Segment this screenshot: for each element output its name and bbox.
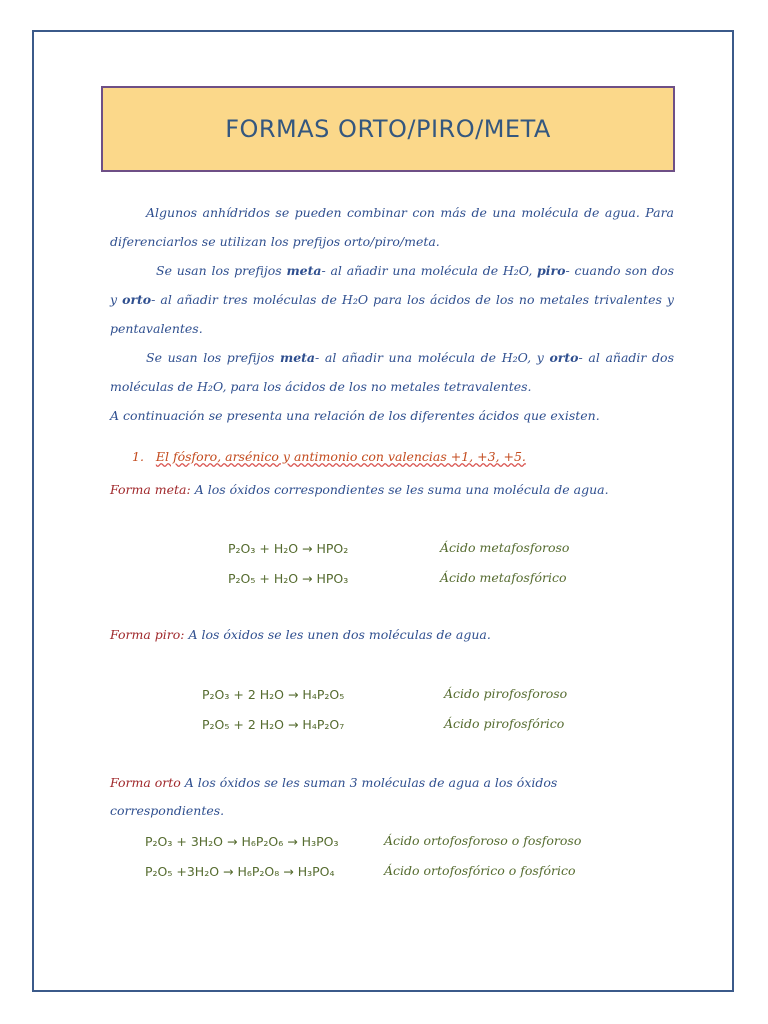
acid-name: Ácido metafosfórico xyxy=(440,570,567,585)
equation: P₂O₅ + H₂O → HPO₃ xyxy=(228,571,349,586)
equation: P₂O₅ + 2 H₂O → H₄P₂O₇ xyxy=(202,717,345,732)
orto-form-line xyxy=(110,775,557,790)
orto-form-label: Forma orto xyxy=(110,775,181,790)
page-title: FORMAS ORTO/PIRO/META xyxy=(225,115,551,143)
meta-form-label: Forma meta: xyxy=(110,482,191,497)
intro-paragraph-4: A continuación se presenta una relación de los diferentes ácidos que existen. xyxy=(110,408,600,423)
equation: P₂O₃ + H₂O → HPO₂ xyxy=(228,541,349,556)
meta-form-line xyxy=(110,482,609,497)
prefix-orto: orto xyxy=(122,292,152,307)
meta-form-description: A los óxidos correspondientes se les suma una molécula de agua. xyxy=(190,482,609,497)
section-heading-text: El fósforo, arsénico y antimonio con valencias +1, +3, +5. xyxy=(155,449,526,464)
prefix-orto: orto xyxy=(549,350,579,365)
prefix-piro: piro xyxy=(537,263,566,278)
intro-paragraph-2: Se usan los prefijos meta- al añadir una molécula de H₂O, piro- cuando son dos y orto- al añadir tres moléculas de H₂O para los ácidos de los no metales trivalentes y pentavalentes. xyxy=(110,263,674,336)
equation: P₂O₃ + 2 H₂O → H₄P₂O₅ xyxy=(202,687,345,702)
piro-form-description: A los óxidos se les unen dos moléculas de agua. xyxy=(184,627,491,642)
orto-form-description: A los óxidos se les suman 3 moléculas de agua a los óxidos xyxy=(180,775,558,790)
orto-form-description-2: correspondientes. xyxy=(110,803,225,818)
orto-form-line-2 xyxy=(110,803,224,818)
equation: P₂O₃ + 3H₂O → H₆P₂O₆ → H₃PO₃ xyxy=(145,834,339,849)
section-heading xyxy=(132,449,526,464)
piro-form-label: Forma piro: xyxy=(110,627,185,642)
acid-name: Ácido pirofosfórico xyxy=(444,716,565,731)
acid-name: Ácido ortofosfórico o fosfórico xyxy=(384,863,576,878)
acid-name: Ácido metafosforoso xyxy=(440,540,570,555)
page-frame xyxy=(32,30,734,992)
acid-name: Ácido pirofosforoso xyxy=(444,686,568,701)
intro-paragraph-3: Se usan los prefijos meta- al añadir una molécula de H₂O, y orto- al añadir dos moléculas de H₂O, para los ácidos de los no metales tetravalentes. xyxy=(110,350,674,394)
equation: P₂O₅ +3H₂O → H₆P₂O₈ → H₃PO₄ xyxy=(145,864,335,879)
title-box xyxy=(101,86,675,172)
prefix-meta: meta xyxy=(286,263,322,278)
intro-paragraph-1: Algunos anhídridos se pueden combinar con más de una molécula de agua. Para diferenciarlos se utilizan los prefijos orto/piro/meta. xyxy=(110,205,674,249)
section-number: 1. xyxy=(132,449,144,464)
prefix-meta: meta xyxy=(279,350,316,365)
acid-name: Ácido ortofosforoso o fosforoso xyxy=(384,833,582,848)
piro-form-line xyxy=(110,627,491,642)
